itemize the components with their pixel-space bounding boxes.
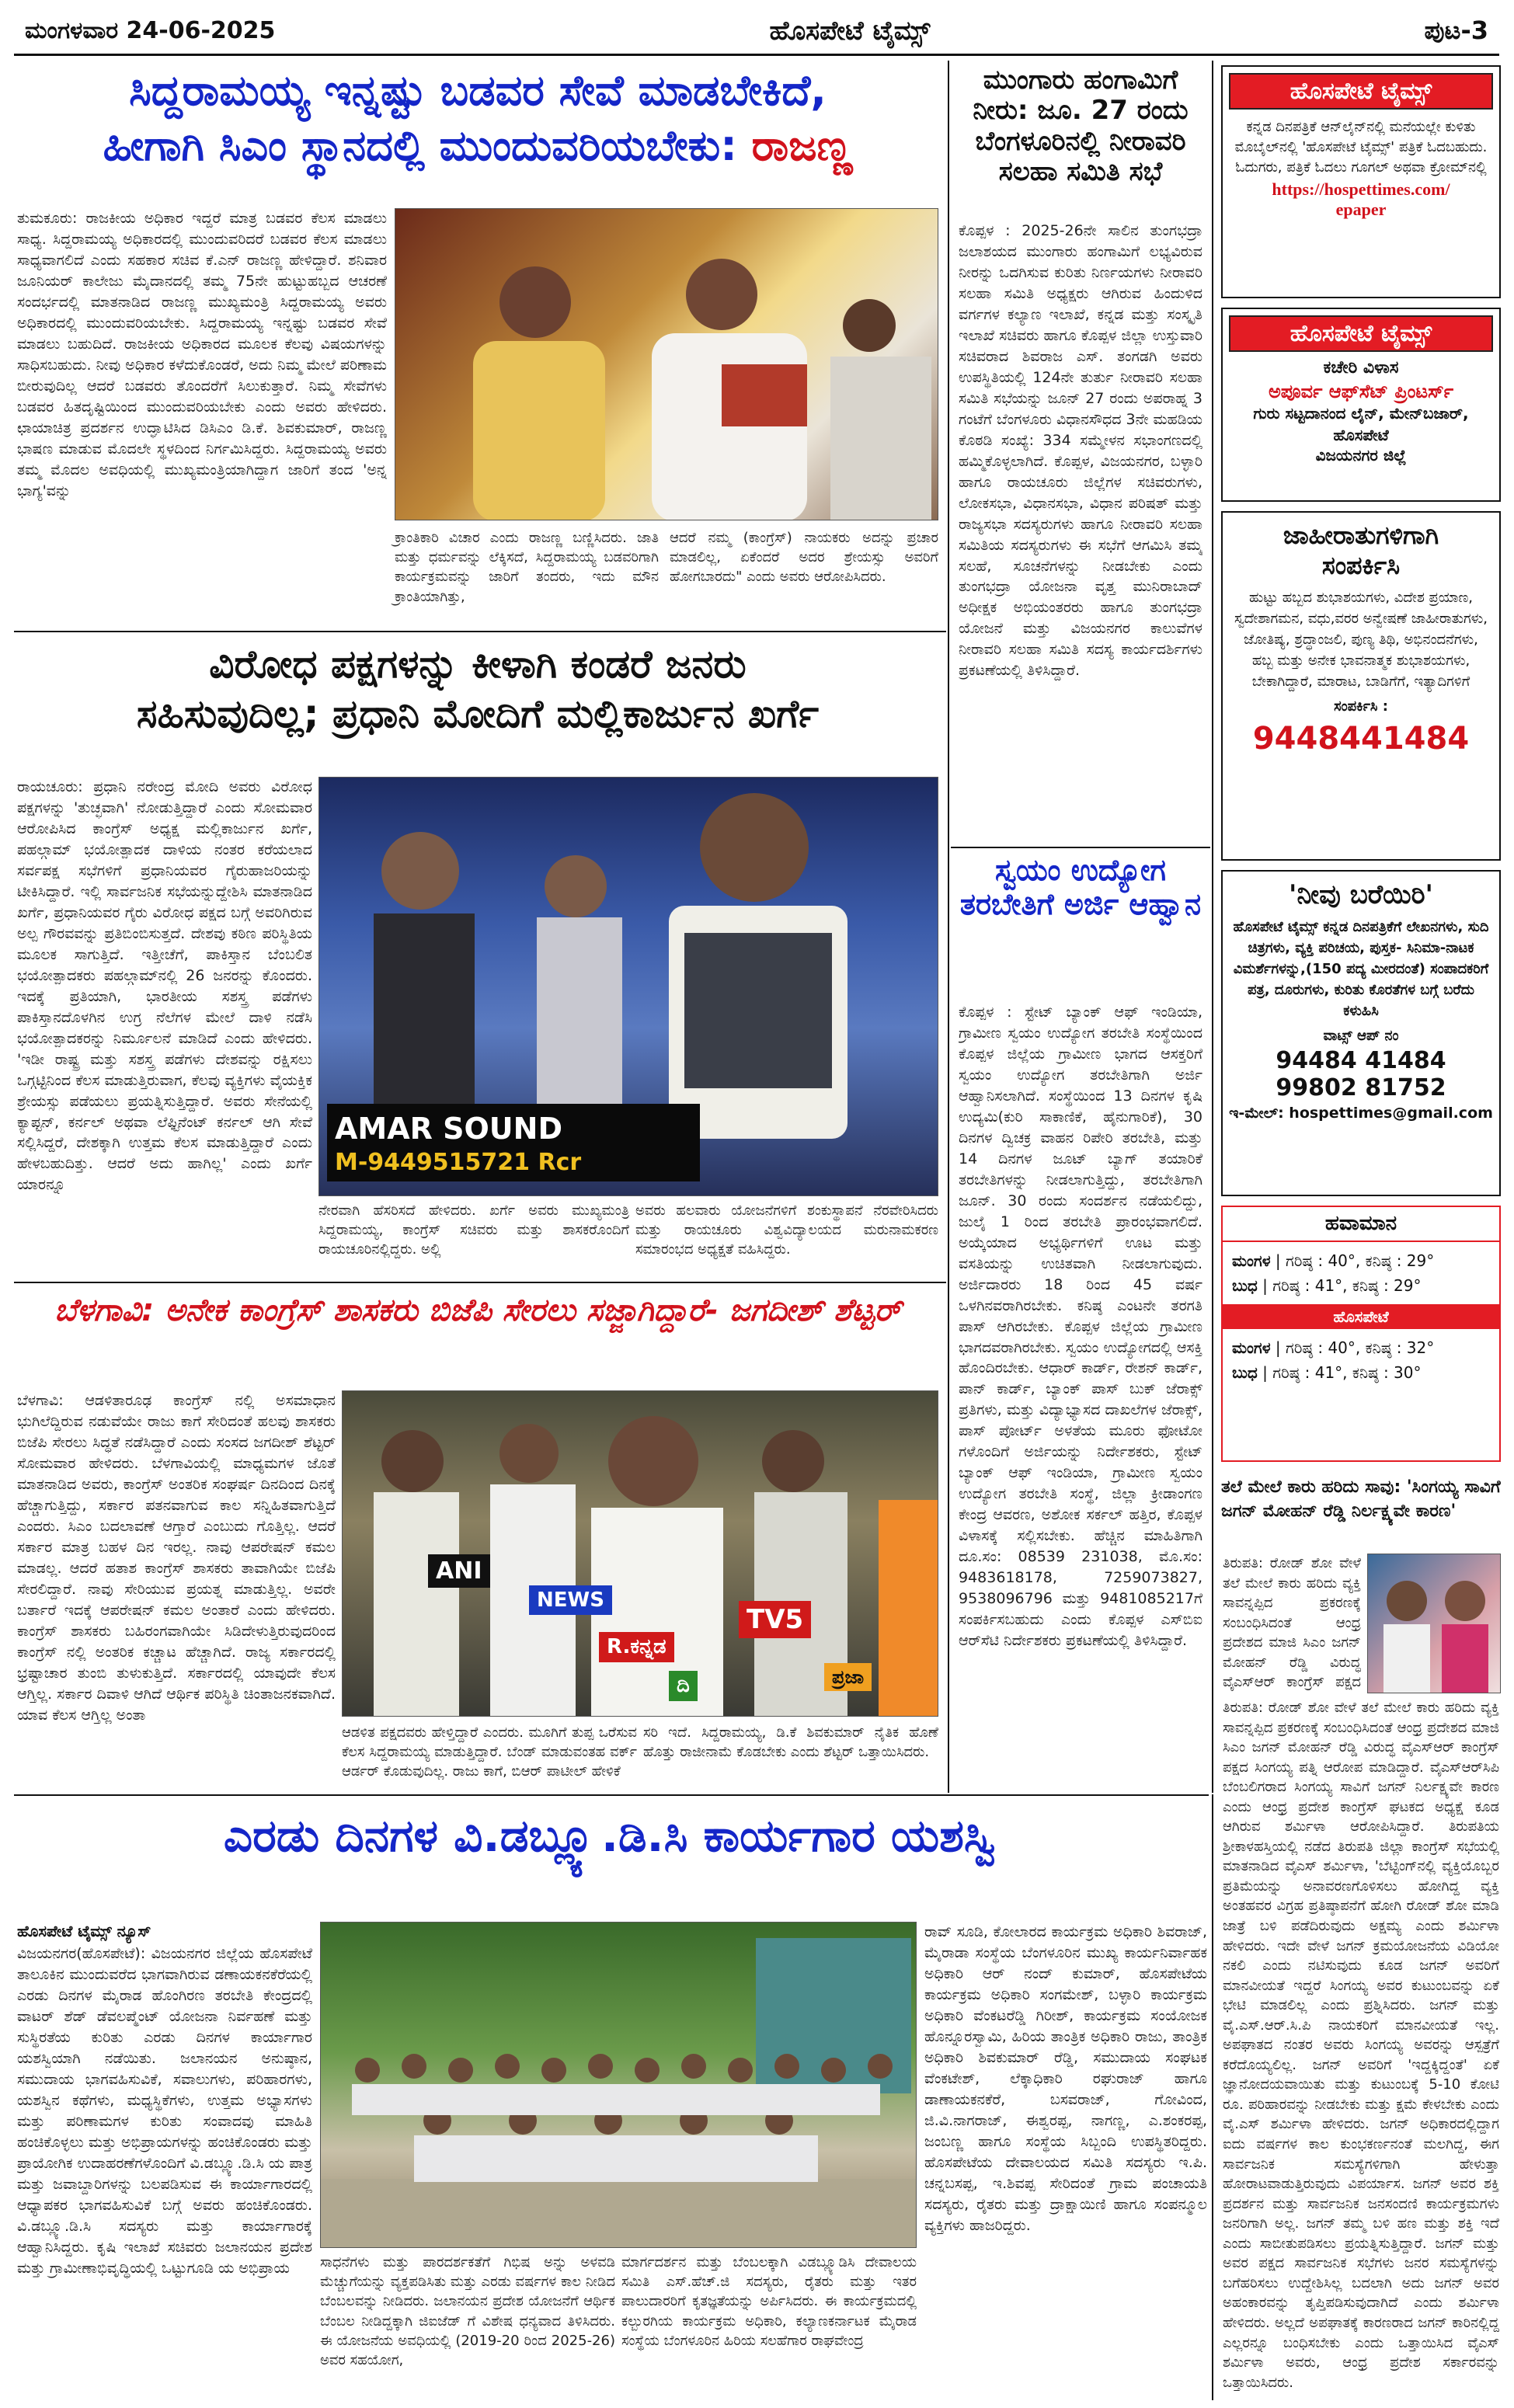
headline-rajanna-2: ಹೀಗಾಗಿ ಸಿಎಂ ಸ್ಥಾನದಲ್ಲಿ ಮುಂದುವರಿಯಬೇಕು: ರಾಜಣ್ಣ <box>103 120 853 170</box>
article-irrigation-body: ಕೊಪ್ಪಳ : 2025-26ನೇ ಸಾಲಿನ ತುಂಗಭದ್ರಾ ಜಲಾಶಯದ ಮುಂಗಾರು ಹಂಗಾಮಿಗೆ ಲಭ್ಯವಿರುವ ನೀರನ್ನು ಒದಗಿಸುವ ಕುರಿತು ನಿರ್ಣಯಗಳು ನೀರಾವರಿ ಸಲಹಾ ಸಮಿತಿ ಅಧ್ಯಕ್ಷರು ಆಗಿರುವ ಹಿಂದುಳಿದ ವರ್ಗಗಳ ಕಲ್ಯಾಣ ಇಲಾಖೆ, ಕನ್ನಡ ಮತ್ತು ಸಂಸ್ಕೃತಿ ಇಲಾಖೆ ಸಚಿವರು ಹಾಗೂ ಕೊಪ್ಪಳ ಜಿಲ್ಲಾ ಉಸ್ತುವಾರಿ ಸಚಿವರಾದ ಶಿವರಾಜ ಎಸ್. ತಂಗಡಗಿ ಅವರು ಉಪಸ್ಥಿತಿಯಲ್ಲಿ 124ನೇ ತುರ್ತು ನೀರಾವರಿ ಸಲಹಾ ಸಮಿತಿ ಸಭೆಯನ್ನು ಜೂನ್ 27 ರಂದು ಅಪರಾಹ್ನ 3 ಗಂಟೆಗೆ ಬೆಂಗಳೂರು ವಿಧಾನಸೌಧದ 3ನೇ ಮಹಡಿಯ ಕೊಠಡಿ ಸಂಖ್ಯೆ: 334 ಸಮ್ಮೇಳನ ಸಭಾಂಗಣದಲ್ಲಿ ಹಮ್ಮಿಕೊಳ್ಳಲಾಗಿದೆ. ಕೊಪ್ಪಳ, ವಿಜಯನಗರ, ಬಳ್ಳಾರಿ ಹಾಗೂ ರಾಯಚೂರು ಜಿಲ್ಲೆಗಳ ಸಚಿವರುಗಳು, ಲೋಕಸಭಾ, ವಿಧಾನಸಭಾ, ವಿಧಾನ ಪರಿಷತ್ ಮತ್ತು ರಾಜ್ಯಸಭಾ ಸದಸ್ಯರುಗಳು ಹಾಗೂ ನೀರಾವರಿ ಸಲಹಾ ಸಮಿತಿಯ ಸದಸ್ಯರುಗಳು ಈ ಸಭೆಗೆ ಆಗಮಿಸಿ ತಮ್ಮ ಸಲಹೆ, ಸೂಚನೆಗಳನ್ನು ನೀಡಬೇಕು ಎಂದು ತುಂಗಭದ್ರಾ ಯೋಜನಾ ವೃತ್ತ ಮುನಿರಾಬಾದ್ ಅಧೀಕ್ಷಕ ಅಭಿಯಂತರರು ಹಾಗೂ ತುಂಗಭದ್ರಾ ಯೋಜನೆ ಮತ್ತು ವಿಜಯನಗರ ಕಾಲುವೆಗಳ ನೀರಾವರಿ ಸಲಹಾ ಸಮಿತಿ ಸದಸ್ಯ ಕಾರ್ಯದರ್ಶಿಗಳು ಪ್ರಕಟಣೆಯಲ್ಲಿ ತಿಳಿಸಿದ್ದಾರೆ. <box>959 222 1202 680</box>
weather-title: ಹವಾಮಾನ <box>1223 1207 1499 1242</box>
page-number: ಪುಟ-3 <box>1424 16 1488 45</box>
headline-rajanna-1: ಸಿದ್ದರಾಮಯ್ಯ ಇನ್ನಷ್ಟು ಬಡವರ ಸೇವೆ ಮಾಡಬೇಕಿದೆ, <box>129 66 827 115</box>
column-divider <box>1212 1794 1213 2400</box>
photo-jagan-sharmila <box>1367 1554 1501 1693</box>
ad-office-l2: ಅಪೂರ್ವ ಆಫ್‌ಸೆಟ್ ಪ್ರಿಂಟರ್ಸ್ <box>1268 381 1454 402</box>
article-kharge-body: ರಾಯಚೂರು: ಪ್ರಧಾನಿ ನರೇಂದ್ರ ಮೋದಿ ಅವರು ವಿರೋಧ ಪಕ್ಷಗಳನ್ನು 'ತುಚ್ಛವಾಗಿ' ನೋಡುತ್ತಿದ್ದಾರೆ ಎಂದು ಸೋಮವಾರ ಆರೋಪಿಸಿದ ಕಾಂಗ್ರೆಸ್ ಅಧ್ಯಕ್ಷ ಮಲ್ಲಿಕಾರ್ಜುನ ಖರ್ಗೆ, ಪಹಲ್ಗಾಮ್ ಭಯೋತ್ಪಾದಕ ದಾಳಿಯ ನಂತರ ಕರೆಯಲಾದ ಸರ್ವಪಕ್ಷ ಸಭೆಗಳಿಗೆ ಪ್ರಧಾನಿಯವರ ಗೈರುಹಾಜರಿಯನ್ನು ಟೀಕಿಸಿದ್ದಾರೆ. ಇಲ್ಲಿ ಸಾರ್ವಜನಿಕ ಸಭೆಯನ್ನುದ್ದೇಶಿಸಿ ಮಾತನಾಡಿದ ಖರ್ಗೆ, ಪ್ರಧಾನಿಯವರ ಗೈರು ವಿರೋಧ ಪಕ್ಷದ ಬಗ್ಗೆ ಅವರಿಗಿರುವ ಅಲ್ಪ ಗೌರವವನ್ನು ಪ್ರತಿಬಿಂಬಿಸುತ್ತದೆ. ದೇಶವು ಕಠಿಣ ಪರಿಸ್ಥಿತಿಯ ಮೂಲಕ ಸಾಗುತ್ತಿದೆ. ಇತ್ತೀಚೆಗೆ, ಪಾಕಿಸ್ತಾನ ಬೆಂಬಲಿತ ಭಯೋತ್ಪಾದಕರು ಪಹಲ್ಗಾಮ್‌ನಲ್ಲಿ 26 ಜನರನ್ನು ಕೊಂದರು. ಇದಕ್ಕೆ ಪ್ರತಿಯಾಗಿ, ಭಾರತೀಯ ಸಶಸ್ತ್ರ ಪಡೆಗಳು ಪಾಕಿಸ್ತಾನದೊಳಗಿನ ಉಗ್ರ ನೆಲೆಗಳ ಮೇಲೆ ದಾಳಿ ನಡೆಸಿ ಭಯೋತ್ಪಾದಕರನ್ನು ನಿರ್ಮೂಲನೆ ಮಾಡಿದೆ ಎಂದು ಹೇಳಿದರು. 'ಇಡೀ ರಾಷ್ಟ್ರ ಮತ್ತು ಸಶಸ್ತ್ರ ಪಡೆಗಳು ದೇಶವನ್ನು ರಕ್ಷಿಸಲು ಒಗ್ಗಟ್ಟಿನಿಂದ ಕೆಲಸ ಮಾಡುತ್ತಿರುವಾಗ, ಕೆಲವು ವ್ಯಕ್ತಿಗಳು ವೈಯಕ್ತಿಕ ಶ್ರೇಯಸ್ಸು ಪಡೆಯಲು ಪ್ರಯತ್ನಿಸುತ್ತಿದ್ದಾರೆ. ಅವರು ಸೇನೆಯಲ್ಲಿ ಕ್ಯಾಪ್ಟನ್, ಕರ್ನಲ್ ಅಥವಾ ಲೆಫ್ಟಿನೆಂಟ್ ಕರ್ನಲ್ ಆಗಿ ಸೇವೆ ಸಲ್ಲಿಸಿದ್ದರೆ, ದೇಶಕ್ಕಾಗಿ ಉತ್ತಮ ಕೆಲಸ ಮಾಡುತ್ತಿದ್ದಾರೆ ಎಂದು ಹೇಳಬಹುದಿತ್ತು. ಆದರೆ ಅದು ಹಾಗಿಲ್ಲ' ಎಂದು ಖರ್ಗೆ ಯಾರನ್ನೂ <box>17 778 312 1194</box>
ad-advertise <box>1221 511 1501 861</box>
weather-box <box>1221 1206 1501 1462</box>
caption-shettar-1: ಆಡಳಿತ ಪಕ್ಷದವರು ಹೇಳ್ತಿದ್ದಾರೆ ಎಂದರು. ಮೂಗಿಗೆ ತುಪ್ಪ ಒರೆಸುವ ಕೆಲಸ ಸಿದ್ದರಾಮಯ್ಯ ಮಾಡುತ್ತಿದ್ದಾರೆ. ಬೆಂಡ್ ಮಾಡುವಂತಹ ವರ್ಕ್ ಆರ್ಡರ್ ಕೊಡುವುದಿಲ್ಲ. ರಾಜು ಕಾಗೆ, ಬಿಆರ್ ಪಾಟೀಲ್ ಹೇಳಿಕೆ <box>342 1724 637 1780</box>
divider <box>951 847 1210 848</box>
ad-write <box>1221 870 1501 1196</box>
headline-kharge-2: ಸಹಿಸುವುದಿಲ್ಲ; ಪ್ರಧಾನಿ ಮೋದಿಗೆ ಮಲ್ಲಿಕಾರ್ಜುನ ಖರ್ಗೆ <box>136 691 820 736</box>
mic-praja: ಪ್ರಜಾ <box>824 1663 872 1691</box>
mic-news: NEWS <box>529 1585 612 1615</box>
photo-workshop-art <box>321 1923 917 2248</box>
weather-row: ಬುಧ | ಗರಿಷ್ಠ : 41°, ಕನಿಷ್ಠ : 29° <box>1232 1276 1422 1295</box>
ad-office-l4: ವಿಜಯನಗರ ಜಿಲ್ಲೆ <box>1315 446 1407 465</box>
caption-workshop-2: ಮಾರ್ಗದರ್ಶನ ಮತ್ತು ಬೆಂಬಲಕ್ಕಾಗಿ ವಿಡಬ್ಲ್ಯೂಡಿಸಿ ದೇವಾಲಯ ಸಮಿತಿ ಎಸ್.ಹೆಚ್.ಜಿ ಸದಸ್ಯರು, ರೈತರು ಮತ್ತು ಇತರ ಪಾಲುದಾರರಿಗೆ ಕೃತಜ್ಞತೆಯನ್ನು ಅರ್ಪಿಸಿದರು. ಈ ಕಾರ್ಯಕ್ರಮದಲ್ಲಿ ಕಲ್ಬುರಗಿಯ ಕಾರ್ಯಕ್ರಮ ಅಧಿಕಾರಿ, ಕಲ್ಯಾಣಕರ್ನಾಟಕ ಮೈರಾಡ ಸಂಸ್ಥೆಯ ಬೆಂಗಳೂರಿನ ಹಿರಿಯ ಸಲಹೆಗಾರ ರಾಘವೇಂದ್ರ <box>621 2254 917 2349</box>
photo-kharge <box>318 777 938 1196</box>
headline-irrigation: ಮುಂಗಾರು ಹಂಗಾಮಿಗೆ ನೀರು: ಜೂ. 27 ರಂದು ಬೆಂಗಳೂರಿನಲ್ಲಿ ನೀರಾವರಿ ಸಲಹಾ ಸಮಿತಿ ಸಭೆ <box>973 64 1189 188</box>
article-jagan-body-b: ತಿರುಪತಿ: ರೋಡ್ ಶೋ ವೇಳೆ ತಲೆ ಮೇಲೆ ಕಾರು ಹರಿದು ವ್ಯಕ್ತಿ ಸಾವನ್ನಪ್ಪಿದ ಪ್ರಕರಣಕ್ಕೆ ಸಂಬಂಧಿಸಿದಂತೆ ಆಂಧ್ರ ಪ್ರದೇಶದ ಮಾಜಿ ಸಿಎಂ ಜಗನ್ ಮೋಹನ್ ರೆಡ್ಡಿ ವಿರುದ್ಧ ವೈಎಸ್ಆರ್ ಕಾಂಗ್ರೆಸ್ ಪಕ್ಷದ ಸಿಂಗಯ್ಯ ಪತ್ನಿ ಆರೋಪ ಮಾಡಿದ್ದಾರೆ. ವೈಎಸ್ಆರ್‌ಸಿಪಿ ಬೆಂಬಲಿಗರಾದ ಸಿಂಗಯ್ಯ ಸಾವಿಗೆ ಜಗನ್ ನಿರ್ಲಕ್ಷ್ಯವೇ ಕಾರಣ ಎಂದು ಆಂಧ್ರ ಪ್ರದೇಶ ಕಾಂಗ್ರೆಸ್ ಘಟಕದ ಅಧ್ಯಕ್ಷೆ ಕೂಡ ಆಗಿರುವ ಶರ್ಮಿಳಾ ಆರೋಪಿಸಿದ್ದಾರೆ. ತಿರುಪತಿಯ ಶ್ರೀಕಾಳಹಸ್ತಿಯಲ್ಲಿ ನಡೆದ ತಿರುಪತಿ ಜಿಲ್ಲಾ ಕಾಂಗ್ರೆಸ್ ಸಭೆಯಲ್ಲಿ ಮಾತನಾಡಿದ ವೈಎಸ್ ಶರ್ಮಿಳಾ, 'ಬೆಟ್ಟಿಂಗ್‌ನಲ್ಲಿ ವ್ಯಕ್ತಿಯೊಬ್ಬರ ಪ್ರತಿಮೆಯನ್ನು ಅನಾವರಣಗೊಳಿಸಲು ಹೋಗಿದ್ದ ವ್ಯಕ್ತಿ ಅಂತಹವರ ವಿಗ್ರಹ ಪ್ರತಿಷ್ಠಾಪನೆಗೆ ಹೋಗಿ ರೋಡ್ ಶೋ ಮಾಡಿ ಜಾತ್ರೆ ಬಳಿ ಪಡೆದಿರುವುದು ಅಕ್ಷಮ್ಯ ಎಂದು ಶರ್ಮಿಳಾ ಹೇಳಿದರು. ಇದೇ ವೇಳೆ ಜಗನ್ ಕ್ರಮಯೋಜನೆಯ ವಿಡಿಯೋ ನಕಲಿ ಎಂದು ನಟಿಸುವುದು ಕೂಡ ಜಗನ್ ಅವರಿಗೆ ಮಾನವೀಯತೆ ಇದ್ದರೆ ಸಿಂಗಯ್ಯ ಅವರ ಕುಟುಂಬವನ್ನು ಏಕೆ ಭೇಟಿ ಮಾಡಲಿಲ್ಲ ಎಂದು ಪ್ರಶ್ನಿಸಿದರು. ಜಗನ್ ಮತ್ತು ವೈ.ಎಸ್.ಆರ್.ಸಿ.ಪಿ ನಾಯಕರಿಗೆ ಮಾನವೀಯತೆ ಇಲ್ಲ. ಅಪಘಾತದ ನಂತರ ಅವರು ಸಿಂಗಯ್ಯ ಅವರನ್ನು ಆಸ್ಪತ್ರೆಗೆ ಕರೆದೊಯ್ಯಲಿಲ್ಲ. ಜಗನ್ ಅವರಿಗೆ 'ಇದ್ದಕ್ಕಿದ್ದಂತೆ' ಏಕೆ ಜ್ಞಾನೋದಯವಾಯಿತು ಮತ್ತು ಕುಟುಂಬಕ್ಕೆ 5-10 ಕೋಟಿ ರೂ. ಪರಿಹಾರವನ್ನು ನೀಡಬೇಕು ಮತ್ತು ಕ್ಷಮೆ ಕೇಳಬೇಕು ಎಂದು ವೈ.ಎಸ್ ಶರ್ಮಿಳಾ ಹೇಳಿದರು. ಜಗನ್ ಅಧಿಕಾರದಲ್ಲಿದ್ದಾಗ ಐದು ವರ್ಷಗಳ ಕಾಲ ಕುಂಭಕರ್ಣನಂತೆ ಮಲಗಿದ್ದ, ಈಗ ಸಾರ್ವಜನಿಕ ಸಮಸ್ಯೆಗಳಿಗಾಗಿ ಹೇಳುತ್ತಾ ಹೋರಾಟವಾಡುತ್ತಿರುವುದು ವಿಪರ್ಯಾಸ. ಜಗನ್ ಅವರ ಶಕ್ತಿ ಪ್ರದರ್ಶನ ಮತ್ತು ಸಾರ್ವಜನಿಕ ಜನಸಂದಣಿ ಕಾರ್ಯಕ್ರಮಗಳು ಜನರಿಗಾಗಿ ಅಲ್ಲ. ಜಗನ್ ತಮ್ಮ ಬಳಿ ಹಣ ಮತ್ತು ಶಕ್ತಿ ಇದೆ ಎಂದು ಸಾಬೀತುಪಡಿಸಲು ಪ್ರಯತ್ನಿಸುತ್ತಿದ್ದಾರೆ. ಜಗನ್ ಮತ್ತು ಅವರ ಪಕ್ಷದ ಸಾರ್ವಜನಿಕ ಸಭೆಗಳು ಜನರ ಸಮಸ್ಯೆಗಳನ್ನು ಬಗೆಹರಿಸಲು ಉದ್ದೇಶಿಸಿಲ್ಲ ಬದಲಾಗಿ ಅದು ಜಗನ್ ಅವರ ಅಹಂಕಾರವನ್ನು ತೃಪ್ತಿಪಡಿಸುವುದಾಗಿದೆ ಎಂದು ಶರ್ಮಿಳಾ ಹೇಳಿದರು. ಅಲ್ಲದೆ ಅಪಘಾತಕ್ಕೆ ಕಾರಣರಾದ ಜಗನ್ ಕಾರಿನಲ್ಲಿದ್ದ ಎಲ್ಲರನ್ನೂ ಬಂಧಿಸಬೇಕು ಎಂದು ಒತ್ತಾಯಿಸಿದ ವೈಎಸ್ ಶರ್ಮಿಳಾ ಅವರು, ಆಂಧ್ರ ಪ್ರದೇಶ ಸರ್ಕಾರವನ್ನು ಒತ್ತಾಯಿಸಿದರು. <box>1223 1700 1499 2391</box>
photo-workshop-group <box>320 1922 917 2248</box>
column-divider <box>948 61 949 1793</box>
page-header <box>14 8 1499 56</box>
photo-banner-text: AMAR SOUND <box>335 1112 562 1146</box>
weather-subtitle: ಹೊಸಪೇಟೆ <box>1223 1304 1499 1329</box>
ad-office-title: ಹೊಸಪೇಟೆ ಟೈಮ್ಸ್ <box>1229 315 1493 352</box>
ad-advertise-contact: ಸಂಪರ್ಕಿಸಿ : <box>1334 698 1388 715</box>
headline-workshop: ಎರಡು ದಿನಗಳ ವಿ.ಡಬ್ಲ್ಯೂ.ಡಿ.ಸಿ ಕಾರ್ಯಗಾರ ಯಶಸ್ವಿ <box>223 1809 997 1862</box>
ad-write-email[interactable]: ಇ-ಮೇಲ್: hospettimes@gmail.com <box>1229 1105 1493 1122</box>
caption-kharge-2: ಅವರು ಹಲವಾರು ಯೋಜನೆಗಳಿಗೆ ಶಂಕುಸ್ಥಾಪನೆ ನೆರವೇರಿಸಿದರು ಮತ್ತು ರಾಯಚೂರು ವಿಶ್ವವಿದ್ಯಾಲಯದ ಮರುನಾಮಕರಣ ಸಮಾರಂಭದ ಅಧ್ಯಕ್ಷತೆ ವಹಿಸಿದ್ದರು. <box>635 1202 938 1258</box>
caption-kharge-1: ನೇರವಾಗಿ ಹೆಸರಿಸದೆ ಹೇಳಿದರು. ಖರ್ಗೆ ಅವರು ಮುಖ್ಯಮಂತ್ರಿ ಸಿದ್ದರಾಮಯ್ಯ, ಕಾಂಗ್ರೆಸ್ ಸಚಿವರು ಮತ್ತು ಶಾಸಕರೊಂದಿಗೆ ರಾಯಚೂರಿನಲ್ಲಿದ್ದರು. ಅಲ್ಲಿ <box>318 1202 629 1258</box>
caption-shettar-2: ಸರಿ ಇದೆ. ಸಿದ್ದರಾಮಯ್ಯ, ಡಿ.ಕೆ ಶಿವಕುಮಾರ್ ನೈತಿಕ ಹೊಣೆ ಹೊತ್ತು ರಾಜೀನಾಮೆ ಕೊಡಬೇಕು ಎಂದು ಶೆಟ್ಟರ್ ಒತ್ತಾಯಿಸಿದರು. <box>643 1724 938 1761</box>
header-date: ಮಂಗಳವಾರ 24-06-2025 <box>25 17 276 44</box>
article-shettar-body: ಬೆಳಗಾವಿ: ಆಡಳಿತಾರೂಢ ಕಾಂಗ್ರೆಸ್ ನಲ್ಲಿ ಅಸಮಾಧಾನ ಭುಗಿಲೆದ್ದಿರುವ ನಡುವೆಯೇ ರಾಜು ಕಾಗೆ ಸೇರಿದಂತೆ ಹಲವು ಶಾಸಕರು ಬಿಜೆಪಿ ಸೇರಲು ಸಿದ್ಧತೆ ನಡೆಸಿದ್ದಾರೆ ಎಂದು ಸಂಸದ ಜಗದೀಶ್ ಶೆಟ್ಟರ್ ಸೋಮವಾರ ಹೇಳಿದರು. ಬೆಳಗಾವಿಯಲ್ಲಿ ಮಾಧ್ಯಮಗಳ ಜೊತೆ ಮಾತನಾಡಿದ ಅವರು, ಕಾಂಗ್ರೆಸ್ ಅಂತರಿಕ ಸಂಘರ್ಷ ದಿನದಿಂದ ದಿನಕ್ಕೆ ಹೆಚ್ಚಾಗುತ್ತಿದ್ದು, ಸರ್ಕಾರ ಪತನವಾಗುವ ಕಾಲ ಸನ್ನಿಹಿತವಾಗುತ್ತಿದೆ ಎಂದರು. ಸಿಎಂ ಬದಲಾವಣೆ ಆಗ್ತಾರೆ ಎಂಬುದು ಗೊತ್ತಿಲ್ಲ. ಆದರೆ ಸರ್ಕಾರ ಮಾತ್ರ ಬಹಳ ದಿನ ಇರಲ್ಲ. ನಾವು ಆಪರೇಷನ್ ಕಮಲ ಮಾಡಲ್ಲ. ಆದರೆ ಹತಾಶ ಕಾಂಗ್ರೆಸ್ ಶಾಸಕರು ತಾವಾಗಿಯೇ ಬಿಜೆಪಿ ಸೇರಲಿದ್ದಾರೆ. ನಾವು ಸೇರಿಯುವ ಪ್ರಯತ್ನ ಮಾಡುತ್ತಿಲ್ಲ. ಅವರೇ ಬರ್ತಾರೆ ಇದಕ್ಕೆ ಆಪರೇಷನ್ ಕಮಲ ಅಂತಾರೆ ಎಂದು ಹೇಳಿದರು. ಕಾಂಗ್ರೆಸ್ ಶಾಸಕರು ಬಹಿರಂಗವಾಗಿಯೇ ಸಿಡಿದೇಳುತ್ತಿರುವುದರಿಂದ ಕಾಂಗ್ರೆಸ್ ನಲ್ಲಿ ಅಂತರಿಕ ಕಚ್ಚಾಟ ಹೆಚ್ಚಾಗಿದೆ. ರಾಜ್ಯ ಸರ್ಕಾರದಲ್ಲಿ ಭ್ರಷ್ಟಾಚಾರ ತುಂಬಿ ತುಳುಕುತ್ತಿದೆ. ಸರ್ಕಾರದಲ್ಲಿ ಯಾವುದೇ ಕೆಲಸ ಆಗ್ತಿಲ್ಲ. ಸರ್ಕಾರ ದಿವಾಳಿ ಆಗಿದೆ ಆರ್ಥಿಕ ಪರಿಸ್ಥಿತಿ ಚಿಂತಾಜನಕವಾಗಿದೆ. ಯಾವ ಕೆಲಸ ಆಗ್ತಿಲ್ಲ ಅಂತಾ <box>17 1392 336 1724</box>
headline-selfemployment: ಸ್ವಯಂ ಉದ್ಯೋಗ ತರಬೇತಿಗೆ ಅರ್ಜಿ ಆಹ್ವಾನ <box>959 853 1202 922</box>
headline-jagan: ತಲೆ ಮೇಲೆ ಕಾರು ಹರಿದು ಸಾವು: 'ಸಿಂಗಯ್ಯ ಸಾವಿಗೆ ಜಗನ್ ಮೋಹನ್ ರೆಡ್ಡಿ ನಿರ್ಲಕ್ಷ್ಯವೇ ಕಾರಣ' <box>1221 1477 1501 1521</box>
photo-jagan-art <box>1368 1554 1501 1693</box>
ad-write-whatsapp: ವಾಟ್ಸ್ ಆಪ್ ನಂ <box>1323 1028 1399 1044</box>
ad-write-phone1[interactable]: 94484 41484 <box>1276 1047 1446 1074</box>
caption-rajanna-2: ಆದರೆ ನಮ್ಮ (ಕಾಂಗ್ರೆಸ್) ನಾಯಕರು ಅದನ್ನು ಪ್ರಚಾರ ಮಾಡಲಿಲ್ಲ, ಏಕೆಂದರೆ ಅದರ ಶ್ರೇಯಸ್ಸು ಅವರಿಗೆ ಹೋಗಬಾರದು" ಎಂದು ಅವರು ಆರೋಪಿಸಿದರು. <box>670 530 938 586</box>
photo-rajanna-cm <box>395 208 938 520</box>
caption-workshop-1: ಸಾಧನೆಗಳು ಮತ್ತು ಪಾರದರ್ಶಕತೆಗೆ ಗಿಭಿಷ ಅನ್ನು ಅಳವಡಿ ಮೆಚ್ಚುಗೆಯನ್ನು ವ್ಯಕ್ತಪಡಿಸಿತು ಮತ್ತು ಎರಡು ವರ್ಷಗಳ ಕಾಲ ನೀಡಿದ ಬೆಂಬಲವನ್ನು ನೀಡಿದರು. ಜಲಾನಯನ ಪ್ರದೇಶ ಯೋಜನೆಗೆ ಆರ್ಥಿಕ ಬೆಂಬಲ ನೀಡಿದ್ದಕ್ಕಾಗಿ ಜಿಐಜೆಡ್ ಗೆ ವಿಶೇಷ ಧನ್ಯವಾದ ತಿಳಿಸಿದರು. ಈ ಯೋಜನೆಯ ಅವಧಿಯಲ್ಲಿ (2019-20 ರಿಂದ 2025-26) ಅವರ ಸಹಯೋಗ, <box>320 2254 615 2368</box>
headline-shettar: ಬೆಳಗಾವಿ: ಅನೇಕ ಕಾಂಗ್ರೆಸ್ ಶಾಸಕರು ಬಿಜೆಪಿ ಸೇರಲು ಸಜ್ಜಾಗಿದ್ದಾರೆ- ಜಗದೀಶ್ ಶೆಟ್ಟರ್ <box>54 1293 901 1328</box>
photo-banner-phone: M-9449515721 Rcr <box>335 1149 582 1176</box>
mic-tv5: TV5 <box>739 1601 811 1638</box>
ad-write-text: ಹೊಸಪೇಟೆ ಟೈಮ್ಸ್ ಕನ್ನಡ ದಿನಪತ್ರಿಕೆಗೆ ಲೇಖನಗಳು, ಸುದಿ ಚಿತ್ರಗಳು, ವ್ಯಕ್ತಿ ಪರಿಚಯ, ಪುಸ್ತಕ- ಸಿನಿಮಾ-ನಾಟಕ ವಿಮರ್ಶೆಗಳನ್ನು,(150 ಪದ್ಯ ಮೀರದಂತೆ) ಸಂಪಾದಕರಿಗೆ ಪತ್ರ, ದೂರುಗಳು, ಕುರಿತು ಕೊರತೆಗಳ ಬಗ್ಗೆ ಬರೆದು ಕಳುಹಿಸಿ <box>1233 919 1489 1019</box>
ad-epaper-url[interactable]: https://hospettimes.com/ <box>1272 179 1450 200</box>
ad-epaper-url2[interactable]: epaper <box>1335 200 1387 220</box>
divider <box>14 1794 1209 1796</box>
article-jagan-body-a: ತಿರುಪತಿ: ರೋಡ್ ಶೋ ವೇಳೆ ತಲೆ ಮೇಲೆ ಕಾರು ಹರಿದು ವ್ಯಕ್ತಿ ಸಾವನ್ನಪ್ಪಿದ ಪ್ರಕರಣಕ್ಕೆ ಸಂಬಂಧಿಸಿದಂತೆ ಆಂಧ್ರ ಪ್ರದೇಶದ ಮಾಜಿ ಸಿಎಂ ಜಗನ್ ಮೋಹನ್ ರೆಡ್ಡಿ ವಿರುದ್ಧ ವೈಎಸ್ಆರ್ ಕಾಂಗ್ರೆಸ್ ಪಕ್ಷದ <box>1223 1555 1361 1691</box>
ad-write-title: 'ನೀವು ಬರೆಯಿರಿ' <box>1289 879 1433 910</box>
ad-office-l1: ಕಚೇರಿ ವಿಳಾಸ <box>1323 358 1399 378</box>
ad-epaper-title: ಹೊಸಪೇಟೆ ಟೈಮ್ಸ್ <box>1229 73 1493 110</box>
article-selfemployment-body: ಕೊಪ್ಪಳ : ಸ್ಟೇಟ್ ಬ್ಯಾಂಕ್ ಆಫ್ ಇಂಡಿಯಾ, ಗ್ರಾಮೀಣ ಸ್ವಯಂ ಉದ್ಯೋಗ ತರಬೇತಿ ಸಂಸ್ಥೆಯಿಂದ ಕೊಪ್ಪಳ ಜಿಲ್ಲೆಯ ಗ್ರಾಮೀಣ ಭಾಗದ ಆಸಕ್ತರಿಗೆ ಸ್ವಯಂ ಉದ್ಯೋಗ ತರಬೇತಿಗಾಗಿ ಅರ್ಜಿ ಆಹ್ವಾನಿಸಲಾಗಿದೆ. ಸಂಸ್ಥೆಯಿಂದ 13 ದಿನಗಳ ಕೃಷಿ ಉದ್ಯಮಿ(ಕುರಿ ಸಾಕಾಣಿಕೆ, ಹೈನುಗಾರಿಕೆ), 30 ದಿನಗಳ ದ್ವಿಚಕ್ರ ವಾಹನ ರಿಪೇರಿ ತರಬೇತಿ, ಮತ್ತು 14 ದಿನಗಳ ಜೂಟ್ ಬ್ಯಾಗ್ ತಯಾರಿಕೆ ತರಬೇತಿಗಳನ್ನು ನೀಡಲಾಗುತ್ತಿದ್ದು, ತರಬೇತಿಗಾಗಿ ಜೂನ್. 30 ರಂದು ಸಂದರ್ಶನ ನಡೆಯಲಿದ್ದು, ಜುಲೈ 1 ರಿಂದ ತರಬೇತಿ ಪ್ರಾರಂಭವಾಗಲಿದೆ. ಅಯ್ಕೆಯಾದ ಅಭ್ಯರ್ಥಿಗಳಿಗೆ ಊಟ ಮತ್ತು ವಸತಿಯನ್ನು ಉಚಿತವಾಗಿ ನೀಡಲಾಗುವುದು. ಅರ್ಜಿದಾರರು 18 ರಿಂದ 45 ವರ್ಷ ಒಳಗಿನವರಾಗಿರಬೇಕು. ಕನಿಷ್ಠ ಎಂಟನೇ ತರಗತಿ ಪಾಸ್ ಆಗಿರಬೇಕು. ಕೊಪ್ಪಳ ಜಿಲ್ಲೆಯ ಗ್ರಾಮೀಣ ಭಾಗದವರಾಗಿರಬೇಕು. ಸ್ವಯಂ ಉದ್ಯೋಗದಲ್ಲಿ ಆಸಕ್ತಿ ಹೊಂದಿರಬೇಕು. ಆಧಾರ್ ಕಾರ್ಡ್, ರೇಶನ್ ಕಾರ್ಡ್, ಪಾನ್ ಕಾರ್ಡ್, ಬ್ಯಾಂಕ್ ಪಾಸ್ ಬುಕ್ ಜೆರಾಕ್ಸ್ ಪ್ರತಿಗಳು, ಮತ್ತು ವಿದ್ಯಾಭ್ಯಾಸದ ದಾಖಲೆಗಳ ಜೆರಾಕ್ಸ್, ಪಾಸ್ ಪೋರ್ಟ್ ಅಳತೆಯ ಮೂರು ಫೋಟೋ ಗಳೊಂದಿಗೆ ಅರ್ಜಿಯನ್ನು ನಿರ್ದೇಶಕರು, ಸ್ಟೇಟ್ ಬ್ಯಾಂಕ್ ಆಫ್ ಇಂಡಿಯಾ, ಗ್ರಾಮೀಣ ಸ್ವಯಂ ಉದ್ಯೋಗ ತರಬೇತಿ ಸಂಸ್ಥೆ, ಜಿಲ್ಲಾ ಕ್ರೀಡಾಂಗಣ ಕೇಂದ್ರ ಆವರಣ, ಅಶೋಕ ಸರ್ಕಲ್ ಹತ್ತಿರ, ಕೊಪ್ಪಳ ವಿಳಾಸಕ್ಕೆ ಸಲ್ಲಿಸಬೇಕು. ಹೆಚ್ಚಿನ ಮಾಹಿತಿಗಾಗಿ ದೂ.ಸಂ: 08539 231038, ಮೊ.ಸಂ: 9483618178, 7259073827, 9538096796 ಮತ್ತು 9481085217ಗೆ ಸಂಪರ್ಕಿಸಬಹುದು ಎಂದು ಕೊಪ್ಪಳ ಎಸ್‌ಬಿಐ ಆರ್‌ಸೆಟಿ ನಿರ್ದೇಶಕರು ಪ್ರಕಟಣೆಯಲ್ಲಿ ತಿಳಿಸಿದ್ದಾರೆ. <box>959 1004 1202 1650</box>
ad-epaper-text: ಕನ್ನಡ ದಿನಪತ್ರಿಕೆ ಆನ್‌ಲೈನ್‌ನಲ್ಲಿ ಮನೆಯಲ್ಲೇ ಕುಳಿತು ಮೊಬೈಲ್‌ನಲ್ಲಿ 'ಹೊಸಪೇಟೆ ಟೈಮ್ಸ್' ಪತ್ರಿಕೆ ಓದಬಹುದು. ಓದುಗರು, ಪತ್ರಿಕೆ ಓದಲು ಗೂಗಲ್ ಅಥವಾ ಕ್ರೋಮ್‌ನಲ್ಲಿ <box>1234 119 1488 176</box>
masthead: ಹೊಸಪೇಟೆ ಟೈಮ್ಸ್ <box>769 15 931 47</box>
ad-write-phone2[interactable]: 99802 81752 <box>1276 1074 1446 1101</box>
mic-ani: ANI <box>428 1554 490 1588</box>
weather-row: ಮಂಗಳ | ಗರಿಷ್ಠ : 40°, ಕನಿಷ್ಠ : 32° <box>1232 1338 1435 1357</box>
weather-row: ಬುಧ | ಗರಿಷ್ಠ : 41°, ಕನಿಷ್ಠ : 30° <box>1232 1363 1422 1382</box>
caption-rajanna-1: ಕ್ರಾಂತಿಕಾರಿ ವಿಚಾರ ಎಂದು ರಾಜಣ್ಣ ಬಣ್ಣಿಸಿದರು. ಜಾತಿ ಮತ್ತು ಧರ್ಮವನ್ನು ಲೆಕ್ಕಿಸದೆ, ಸಿದ್ದರಾಮಯ್ಯ ಬಡವರಿಗಾಗಿ ಕಾರ್ಯಕ್ರಮವನ್ನು ಜಾರಿಗೆ ತಂದರು, ಇದು ಮೌನ ಕ್ರಾಂತಿಯಾಗಿತ್ತು, <box>395 530 659 605</box>
ad-office-l3: ಗುರು ಸಟ್ಟದಾನಂದ ಲೈನ್, ಮೇನ್‌ಬಜಾರ್, ಹೊಸಪೇಟೆ <box>1253 404 1469 444</box>
article-rajanna <box>16 67 940 170</box>
mic-di: ದಿ <box>669 1671 698 1701</box>
ad-advertise-title2: ಸಂಪರ್ಕಿಸಿ <box>1321 551 1401 580</box>
article-workshop-right: ರಾವ್ ಸೂಡಿ, ಕೋಲಾರದ ಕಾರ್ಯಕ್ರಮ ಅಧಿಕಾರಿ ಶಿವರಾಜ್, ಮೈರಾಡಾ ಸಂಸ್ಥೆಯ ಬೆಂಗಳೂರಿನ ಮುಖ್ಯ ಕಾರ್ಯನಿರ್ವಾಹಕ ಅಧಿಕಾರಿ ಆರ್ ನಂದ್ ಕುಮಾರ್, ಹೊಸಪೇಟೆಯ ಕಾರ್ಯಕ್ರಮ ಅಧಿಕಾರಿ ಸಂಗಮೇಶ್, ಬಳ್ಳಾರಿ ಕಾರ್ಯಕ್ರಮ ಅಧಿಕಾರಿ ವೆಂಕಟರೆಡ್ಡಿ ಗಿರೀಶ್, ಕಾರ್ಯಕ್ರಮ ಸಂಯೋಜಕ ಹೊನ್ನೂರಸ್ವಾಮಿ, ಹಿರಿಯ ತಾಂತ್ರಿಕ ಅಧಿಕಾರಿ ರಾಜು, ತಾಂತ್ರಿಕ ಅಧಿಕಾರಿ ಶಿವಕುಮಾರ್ ರೆಡ್ಡಿ, ಸಮುದಾಯ ಸಂಘಟಕ ವೆಂಕಟೇಶ್, ಲೆಕ್ಕಾಧಿಕಾರಿ ರಘುರಾಜ್ ಹಾಗೂ ಡಾಣಾಯಕನಕೆರೆ, ಬಸವರಾಜ್, ಗೋವಿಂದ, ಜಿ.ವಿ.ನಾಗರಾಜ್, ಈಶ್ವರಪ್ಪ, ನಾಗಣ್ಣ, ಎ.ಶಂಕರಪ್ಪ, ಜಂಬಣ್ಣ ಹಾಗೂ ಸಂಸ್ಥೆಯ ಸಿಬ್ಬಂದಿ ಉಪಸ್ಥಿತರಿದ್ದರು. ಹೊಸಪೇಟೆಯ ದೇವಾಲಯದ ಸಮಿತಿ ಸದಸ್ಯರು ಇ.ಪಿ. ಚನ್ನಬಸಪ್ಪ, ಇ.ಶಿವಪ್ಪ ಸೇರಿದಂತೆ ಗ್ರಾಮ ಪಂಚಾಯತಿ ಸದಸ್ಯರು, ರೈತರು ಮತ್ತು ದ್ರಾಕ್ಷಾಯಿಣಿ ಹಾಗೂ ಸಂಪನ್ಮೂಲ ವ್ಯಕ್ತಿಗಳು ಹಾಜರಿದ್ದರು. <box>924 1923 1207 2234</box>
article-rajanna-body: ತುಮಕೂರು: ರಾಜಕೀಯ ಅಧಿಕಾರ ಇದ್ದರೆ ಮಾತ್ರ ಬಡವರ ಕೆಲಸ ಮಾಡಲು ಸಾಧ್ಯ. ಸಿದ್ದರಾಮಯ್ಯ ಅಧಿಕಾರದಲ್ಲಿ ಮುಂದುವರಿದರೆ ಬಡವರ ಕೆಲಸ ಮಾಡಲು ಸಾಧ್ಯವಾಗಲಿದೆ ಎಂದು ಸಹಕಾರ ಸಚಿವ ಕೆ.ಎನ್ ರಾಜಣ್ಣ ಹೇಳಿದ್ದಾರೆ. ಶನಿವಾರ ಜೂನಿಯರ್ ಕಾಲೇಜು ಮೈದಾನದಲ್ಲಿ ತಮ್ಮ 75ನೇ ಹುಟ್ಟುಹಬ್ಬದ ಆಚರಣೆ ಸಂದರ್ಭದಲ್ಲಿ ಮಾತನಾಡಿದ ರಾಜಣ್ಣ ಮುಖ್ಯಮಂತ್ರಿ ಸಿದ್ದರಾಮಯ್ಯ ಅವರು ಅಧಿಕಾರದಲ್ಲಿ ಮುಂದುವರಿಯಬೇಕು. ಸಿದ್ದರಾಮಯ್ಯ ಇನ್ನಷ್ಟು ಬಡವರ ಸೇವೆ ಮಾಡಲು ಬಹುದಿದೆ. ರಾಜಕೀಯ ಅಧಿಕಾರದ ಮೂಲಕ ಕೆಲವು ವಿಷಯಗಳನ್ನು ಸಾಧಿಸಬಹುದು. ನೀವು ಅಧಿಕಾರ ಕಳೆದುಕೊಂಡರೆ, ಅದು ನಿಮ್ಮ ಮೇಲೆ ಪರಿಣಾಮ ಬೀರುವುದಿಲ್ಲ ಆದರೆ ಬಡವರು ತೊಂದರೆಗೆ ಸಿಲುಕುತ್ತಾರೆ. ನಿಮ್ಮ ಸೇವೆಗಳು ಬಡವರ ಹಿತದೃಷ್ಟಿಯಿಂದ ಮುಂದುವರಿಯಬೇಕು ಎಂದು ಅವರು ಹೇಳಿದರು. ಛಾಯಾಚಿತ್ರ ಪ್ರದರ್ಶನ ಉದ್ಘಾಟಿಸಿದ ಡಿಸಿಎಂ ಡಿ.ಕೆ. ಶಿವಕುಮಾರ್, ರಾಜಣ್ಣ ಭಾಷಣ ಮಾಡುವ ಮೊದಲೇ ಸ್ಥಳದಿಂದ ನಿರ್ಗಮಿಸಿದ್ದರು. ಸಿದ್ದರಾಮಯ್ಯ ಅವರು ತಮ್ಮ ಮೊದಲ ಅವಧಿಯಲ್ಲಿ ಮುಖ್ಯಮಂತ್ರಿಯಾಗಿದ್ದಾಗ ಜಾರಿಗೆ ತಂದ 'ಅನ್ನ ಭಾಗ್ಯ'ವನ್ನು <box>17 210 387 499</box>
headline-kharge-1: ವಿರೋಧ ಪಕ್ಷಗಳನ್ನು ಕೀಳಾಗಿ ಕಂಡರೆ ಜನರು <box>209 642 747 687</box>
ad-office <box>1221 308 1501 502</box>
workshop-byline: ಹೊಸಪೇಟೆ ಟೈಮ್ಸ್ ನ್ಯೂಸ್ <box>17 1922 151 1940</box>
weather-row: ಮಂಗಳ | ಗರಿಷ್ಠ : 40°, ಕನಿಷ್ಠ : 29° <box>1232 1251 1435 1270</box>
ad-advertise-phone[interactable]: 9448441484 <box>1252 721 1470 757</box>
mic-r-kannada: R.ಕನ್ನಡ <box>599 1632 674 1662</box>
article-workshop-body: ವಿಜಯನಗರ(ಹೊಸಪೇಟೆ): ವಿಜಯನಗರ ಜಿಲ್ಲೆಯ ಹೊಸಪೇಟೆ ತಾಲೂಕಿನ ಮುಂದುವರೆದ ಭಾಗವಾಗಿರುವ ಡಣಾಯಕನಕೆರೆಯಲ್ಲಿ ಎರಡು ದಿನಗಳ ಮೈರಾಡ ಹೊಂಗಿರಣ ತರಬೇತಿ ಕೇಂದ್ರದಲ್ಲಿ ವಾಟರ್ ಶೆಡ್ ಡೆವಲಪ್ಮೆಂಟ್ ಯೋಜನಾ ನಿರ್ವಹಣೆ ಮತ್ತು ಸುಸ್ಥಿರತೆಯ ಕುರಿತು ಎರಡು ದಿನಗಳ ಕಾರ್ಯಾಗಾರ ಯಶಸ್ವಿಯಾಗಿ ನಡೆಯಿತು. ಜಲಾನಯನ ಅನುಷ್ಠಾನ, ಸಮುದಾಯ ಭಾಗವಹಿಸುವಿಕೆ, ಸವಾಲುಗಳು, ಪರಿಹಾರಗಳು, ಯಶಸ್ವಿನ ಕಥೆಗಳು, ಮಧ್ಯಸ್ಥಿಕೆಗಳು, ಉತ್ತಮ ಅಭ್ಯಾಸಗಳು ಮತ್ತು ಪರಿಣಾಮಗಳ ಕುರಿತು ಸಂವಾದವು ಮಾಹಿತಿ ಹಂಚಿಕೊಳ್ಳಲು ಮತ್ತು ಅಭಿಪ್ರಾಯಗಳನ್ನು ಹಂಚಿಕೊಂಡರು ಮತ್ತು ಪ್ರಾಯೋಗಿಕ ಉದಾಹರಣೆಗಳೊಂದಿಗೆ ವಿ.ಡಬ್ಲ್ಯೂ.ಡಿ.ಸಿ ಯ ಪಾತ್ರ ಮತ್ತು ಜವಾಬ್ದಾರಿಗಳನ್ನು ಬಲಪಡಿಸುವ ಈ ಕಾರ್ಯಾಗಾರದಲ್ಲಿ ಆಧ್ಯಾಪಕರ ಭಾಗವಹಿಸುವಿಕೆ ಬಗ್ಗೆ ಅವರು ಹಂಚಿಕೊಂಡರು. ವಿ.ಡಬ್ಲ್ಯೂ.ಡಿ.ಸಿ ಸದಸ್ಯರು ಮತ್ತು ಕಾರ್ಯಾಗಾರಕ್ಕೆ ಆಹ್ವಾನಿಸಿದ್ದರು. ಕೃಷಿ ಇಲಾಖೆ ಸಚಿವರು ಜಲಾನಯನ ಪ್ರದೇಶ ಮತ್ತು ಗ್ರಾಮೀಣಾಭಿವೃದ್ಧಿಯಲ್ಲಿ ಒಟ್ಟುಗೂಡಿ ಯ ಅಭಿಪ್ರಾಯ <box>17 1945 312 2277</box>
photo-rajanna-art <box>395 209 938 520</box>
article-kharge <box>16 642 940 736</box>
column-divider <box>1212 61 1213 1793</box>
divider <box>14 631 946 632</box>
ad-advertise-text: ಹುಟ್ಟು ಹಬ್ಬದ ಶುಭಾಶಯಗಳು, ವಿದೇಶ ಪ್ರಯಾಣ, ಸ್ವದೇಶಾಗಮನ, ವಧು,ವರರ ಅನ್ವೇಷಣೆ ಜಾಹೀರಾತುಗಳು, ಜೋತಿಷ್ಯ, ಶ್ರದ್ಧಾಂಜಲಿ, ಪುಣ್ಯ ತಿಥಿ, ಅಭಿನಂದನೆಗಳು, ಹಬ್ಬ ಮತ್ತು ಅನೇಕ ಭಾವನಾತ್ಮಕ ಶುಭಾಶಯಗಳು, ಬೇಕಾಗಿದ್ದಾರೆ, ಮಾರಾಟ, ಬಾಡಿಗೆಗೆ, ಇತ್ಯಾದಿಗಳಿಗೆ <box>1234 590 1488 690</box>
ad-epaper <box>1221 65 1501 298</box>
divider <box>14 1282 946 1283</box>
photo-shettar <box>342 1390 938 1717</box>
ad-advertise-title1: ಜಾಹೀರಾತುಗಳಿಗಾಗಿ <box>1283 520 1439 550</box>
